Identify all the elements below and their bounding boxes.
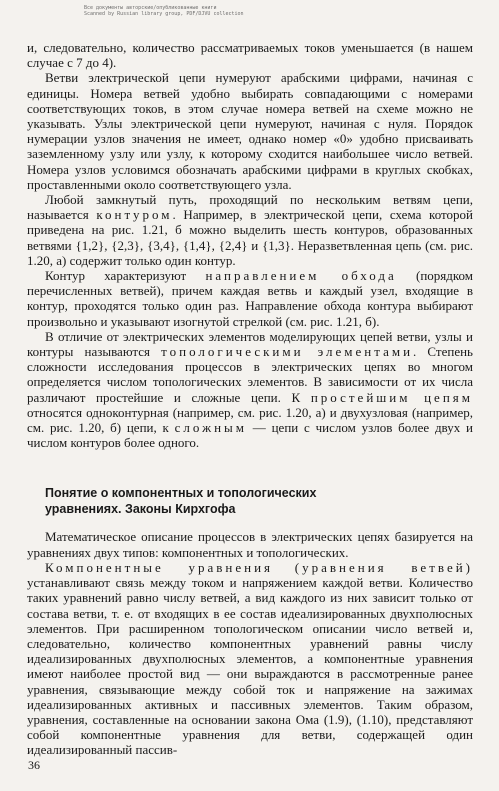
text-run: В отличие от электрических элементов моделирующих цепей ветви, узлы и контуры называются bbox=[27, 328, 473, 360]
term-branch-equations: (уравнения ветвей) bbox=[294, 559, 473, 575]
term-direction: направлением обхода bbox=[205, 268, 397, 284]
text-run: Любой замкнутый путь, проходящий по нескольким ветвям цепи, называется bbox=[27, 192, 473, 223]
text-run: относятся одноконтурная (например, см. рис. 1.20, а) и двухузловая (например, см. рис. 1.20, б) цепи, к bbox=[27, 404, 473, 436]
term-topological-elements: топологическими элементами bbox=[161, 344, 414, 360]
text-run: (порядком перечисленных ветвей), причем каждая ветвь и каждый узел, входящие в контур, проходятся только один раз. Направление обхода контура выбирают произвольно и указывают изогнутой стрелкой (см. рис. 1.21, б). bbox=[27, 268, 474, 329]
page-number: 36 bbox=[28, 758, 40, 772]
text-run: — цепи с числом узлов более двух и числом контуров более одного. bbox=[27, 420, 474, 451]
section-heading-line: уравнениях. Законы Кирхгофа bbox=[45, 502, 236, 517]
paragraph bbox=[27, 268, 473, 329]
term-contour: контуром bbox=[96, 207, 173, 223]
term-simplest-circuits: простейшим цепям bbox=[310, 389, 473, 405]
section-heading-line: Понятие о компонентных и топологических bbox=[45, 486, 317, 501]
scan-stamp-line: Scanned by Russian library group, PDF/DJVU collection bbox=[84, 11, 244, 17]
paragraph bbox=[27, 192, 473, 268]
scan-stamp-line: Все документы авторские/опубликованные книги bbox=[84, 5, 217, 11]
term-complex: сложным bbox=[174, 420, 247, 436]
paragraph: Ветви электрической цепи нумеруют арабскими цифрами, начиная с единицы. Номера ветвей удобно выбирать совпадающими с номерами соответствующих токов, в этом случае номера ветвей на схеме можно не указывать. Узлы электрической цепи нумеруют, начиная с нуля. Порядок нумерации узлов значения не имеет, однако номер «0» удобно присваивать заземленному узлу или узлу, к которому сходится наибольшее число ветвей. Номера узлов условимся обозначать арабскими цифрами в круглых скобках, проставленными около соответствующего узла. bbox=[27, 70, 473, 192]
text-run: Контур характеризуют bbox=[45, 268, 187, 284]
scan-stamp bbox=[84, 5, 304, 17]
text-run: . Например, в электрической цепи, схема которой приведена на рис. 1.21, б можно выделить шесть контуров, образованных ветвями {1,2}, {2,3}, {3,4}, {1,4}, {2,4} и {1,3}. Неразветвленная цепь (см. рис. 1.20, а) содержит только один контур. bbox=[27, 207, 474, 268]
paragraph bbox=[27, 329, 473, 451]
page-body bbox=[27, 40, 473, 758]
paragraph: и, следовательно, количество рассматриваемых токов уменьшается (в нашем случае с 7 до 4). bbox=[27, 40, 473, 71]
term-component-equations: Компонентные уравнения bbox=[45, 559, 274, 575]
text-run: . Степень сложности исследования процессов в электрических цепях во многом определяется числом топологических элементов. В зависимости от их числа различают простейшие и сложные цепи. К bbox=[27, 344, 473, 405]
text-run: устанавливают связь между током и напряжением каждой ветви. Количество таких уравнений равно числу ветвей, а вид каждого из них зависит только от состава ветви, т. е. от входящих в ее состав идеализированных двухполюсных элементов. При расширенном топологическом описании число ветвей и, следовательно, количество компонентных уравнений равны числу идеализированных двухполюсных элементов, а компонентные уравнения имеют наиболее простой вид — они выраждаются в рассмотренные ранее уравнения, связывающие между собой ток и напряжение на зажимах идеализированных активных и пассивных элементов. Таким образом, уравнения, составленные на основании закона Ома (1.9), (1.10), представляют собой компонентные уравнения для ветви, содержащей один идеализированный пассив- bbox=[27, 575, 473, 758]
paragraph bbox=[27, 560, 473, 758]
paragraph: Математическое описание процессов в электрических цепях базируется на уравнениях двух типов: компонентных и топологических. bbox=[27, 529, 473, 560]
section-heading bbox=[45, 485, 473, 517]
